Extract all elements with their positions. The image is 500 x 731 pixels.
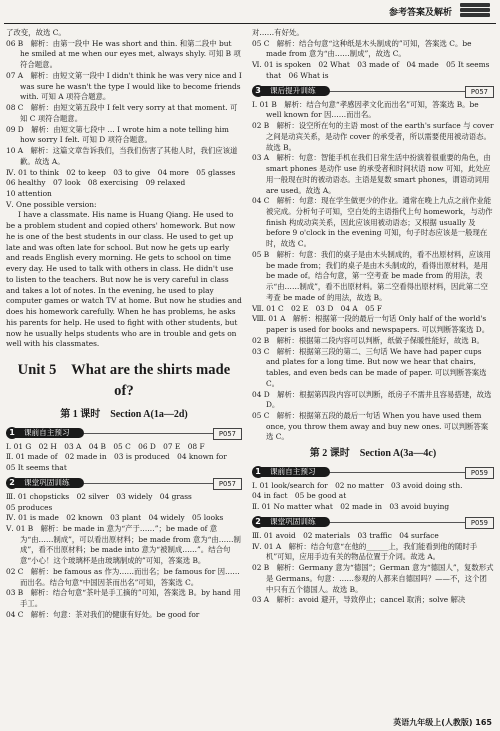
- left-column: [6, 28, 242, 621]
- answer-line: 了改变，故选 C。: [6, 28, 66, 37]
- answer-line: Ⅶ. 01 C 02 E 03 D 04 A 05 F: [252, 303, 383, 313]
- answer-line: 04 D 解析：根据第四段内容可以判断，纸房子不需井且容易搭建，故选 D。: [252, 389, 492, 410]
- answer-line: 10 attention: [6, 189, 52, 199]
- answer-line: 03 C 解析：根据第三段的第二、三句话 We have had paper cups and plates for a long time. But now we hear that chairs, tables, and even beds can be made of paper. 可以判断答案选 C。: [252, 346, 487, 388]
- section-bar-label: 课堂巩固训练: [258, 517, 330, 527]
- answer-line: Ⅴ. One possible version:: [6, 199, 97, 209]
- section-bar-label: 课堂巩固训练: [12, 478, 84, 488]
- page-footer: 英语九年级上(人教版) 165: [393, 718, 492, 728]
- answer-line: Ⅳ. 01 A 解析：结合句意“在他的______上，我们能看到他的随时手机”可知，应用手边有关的物品位置于介词。故选 A。: [252, 541, 478, 562]
- answer-line: Ⅱ. 01 No matter what 02 made in 03 avoid buying: [252, 502, 450, 512]
- answer-line: 07 A 解析：由短文第一段中 I didn't think he was very nice and I was sure he wasn't the type I would like to become friends with. 可知 A 项符合题意。: [6, 70, 242, 102]
- header-rule: [4, 23, 496, 24]
- page-code: P059: [465, 517, 494, 529]
- unit-title: Unit 5 What are the shirts made of?: [17, 362, 231, 400]
- lesson-title: 第 2 课时 Section A(3a—4c): [309, 448, 437, 460]
- answer-line: 02 B 解析：Germany 意为“德国”；German 意为“德国人”，复数形式是 Germans。句意：……参观的人都来自德国吗？——不，这个团中只有五个德国人。故选 B。: [252, 563, 494, 594]
- section-bar-label: 课前自主预习: [258, 467, 330, 477]
- answer-line: Ⅲ. 01 avoid 02 materials 03 traffic 04 surface: [252, 530, 439, 540]
- answer-line: 05 C 解析：结合句意“这种纸是木头制成的”可知，答案选 C。be made from 意为“由……制成”，故选 C。: [252, 38, 472, 59]
- answer-line: 08 C 解析：由短文第五段中 I felt very sorry at that moment. 可知 C 项符合题意。: [6, 103, 238, 123]
- answer-line: Ⅳ. 01 is made 02 known 03 plant 04 widely 05 looks: [6, 513, 224, 523]
- answer-line: Ⅵ. 01 is spoken 02 What 03 made of 04 made 05 It seems that 06 What is: [252, 60, 490, 80]
- section-bar-after-class: [252, 85, 494, 97]
- page-code: P057: [465, 86, 494, 98]
- answer-line: Ⅲ. 01 chopsticks 02 silver 03 widely 04 grass: [6, 491, 192, 501]
- answer-line: Ⅳ. 01 to think 02 to keep 03 to give 04 more 05 glasses: [6, 167, 236, 177]
- page-code: P057: [213, 428, 242, 440]
- answer-line: Ⅰ. 01 look/search for 02 no matter 03 avoid doing sth.: [252, 480, 463, 490]
- answer-line: 02 B 解析：设空所在句的主语 most of the earth's surface 与 cover 之间是动宾关系，是动作 cover 的承受者，所以需要使用被动语态。故选 B。: [252, 121, 494, 152]
- right-column: [252, 28, 494, 606]
- answer-line: 03 A 解析：avoid 避开，导致停止；cancel 取消；solve 解决: [252, 595, 466, 605]
- answer-line: Ⅰ. 01 G 02 H 03 A 04 B 05 C 06 D 07 E 08 F: [6, 441, 205, 451]
- answer-line: 06 healthy 07 look 08 exercising 09 relaxed: [6, 178, 186, 188]
- answer-line: 02 C 解析：be famous as 作为……而出名；be famous for 因……而出名。结合句意“中国因茶而出名”可知，答案选 C。: [6, 566, 240, 587]
- section-number-icon: 2: [252, 516, 264, 528]
- answer-line: 05 C 解析：根据第五段的最后一句话 When you have used them once, you throw them away and buy new ones. 可以判断答案选 C。: [252, 410, 489, 442]
- answer-line: 05 B 解析：句意：我们的桌子是由木头制成的，看不出原材料，应该用 be made from；我们的桌子是由木头制成的，看得出原材料，是用 be made of。结合句意，第一空考查 be made from 的用法，表示“由……制成”，看不出原材料。第二空看得出原材料，因此第二空考查 be made of 的用法，故选 B。: [252, 249, 491, 302]
- page-code: P059: [465, 467, 494, 479]
- answer-line: 05 It seems that: [6, 463, 67, 473]
- essay-paragraph: I have a classmate. His name is Huang Qiang. He used to be a problem student and copied others' homework. But now he is one of the best students in our class. He used to get up late and was often late for school. But now he gets up early and reads English every morning. He gets to school on time every day. He used to talk with others in class. He didn't use to listen to the teachers. But now he is very careful in class and takes a lot of notes. In the evening, he used to play computer games or watch TV at home. But now he studies and does his homework carefully. When he has problems, he asks his parents for help. He used to fight with other students, but now he usually helps students who are in trouble and gets on well with his classmates.: [6, 210, 242, 349]
- section-number-icon: 2: [6, 477, 18, 489]
- answer-line: 10 A 解析：这篇文章告诉我们，当我们伤害了其他人时，我们应该道歉。故选 A。: [6, 146, 238, 166]
- answer-line: Ⅴ. 01 B 解析：be made in 意为“产于……”；be made of 意为“由……制成”，可以看出原材料；be made from 意为“由……制成”，看不出原材料；be made into 意为“被制成……”。结合句意“小心！这个玻璃杯是由玻璃制成的”可知，答案选 B。: [6, 523, 241, 566]
- section-bar-class-practice: [6, 477, 242, 489]
- answer-line: Ⅰ. 01 B 解析：结合句意“孝感因孝文化而出名”可知，答案选 B。be well known for 因……而出名。: [252, 99, 479, 120]
- page-header: [0, 0, 500, 24]
- answer-line: 对……有好处。: [252, 28, 304, 37]
- answer-line: 04 C 解析：句意：茶对我们的健康有好处。be good for: [6, 609, 200, 619]
- book-stack-icon: [460, 3, 490, 21]
- section-bar-class-practice: [252, 516, 494, 528]
- answer-line: 04 C 解析：句意：现在学生做更少的作业。通常在晚上九点之前作业能被完成。分析句子可知，空白处的主语指代上句 homework，与动作 finish 构成动宾关系，因此应该用被动语态；又根据 usually 及 before 9 o'clock in the evening 可知，句子时态应该是一般现在时，故选 C。: [252, 196, 493, 249]
- section-bar-pre-study: [6, 427, 242, 439]
- answer-line: 03 B 解析：结合句意“茶叶是手工摘的”可知，答案选 B。by hand 用手工。: [6, 588, 241, 609]
- page-code: P057: [213, 478, 242, 490]
- answer-line: 02 B 解析：根据第二段内容可以判断，纸做子保暖性能好，故选 B。: [252, 335, 484, 345]
- section-number-icon: 1: [6, 427, 18, 439]
- header-title: 参考答案及解析: [388, 8, 452, 18]
- lesson-title: 第 1 课时 Section A(1a—2d): [60, 409, 188, 421]
- answer-line: Ⅱ. 01 made of 02 made in 03 is produced 04 known for: [6, 452, 227, 462]
- answer-line: 09 D 解析：由短文第七段中 … I wrote him a note telling him how sorry I felt. 可知 D 项符合题意。: [6, 124, 229, 145]
- answer-line: Ⅷ. 01 A 解析：根据第一段的最后一句话 Only half of the world's paper is used for books and newspapers. 可以判断答案选 D。: [252, 314, 490, 335]
- section-bar-pre-study: [252, 466, 494, 478]
- section-bar-label: 课后提升训练: [258, 86, 330, 96]
- section-number-icon: 1: [252, 466, 264, 478]
- answer-line: 04 in fact 05 be good at: [252, 491, 347, 501]
- section-bar-label: 课前自主预习: [12, 428, 84, 438]
- answer-line: 05 produces: [6, 502, 53, 512]
- left-top-answers: [6, 28, 242, 210]
- answer-line: 03 A 解析：句意：智能手机在我们日常生活中扮演着很重要的角色，由 smart phones 是动作 use 的承受者和时间状语 now 可知，此处应用一般现在时的被动语态。主语是复数 smart phones，谓语动词用 are used。故选 A。: [252, 153, 491, 195]
- answer-line: 06 B 解析：由第一段中 He was short and thin. 和第二段中 but he smiled at me when our eyes met, always shyly. 可知 B 项符合题意。: [6, 38, 241, 70]
- section-number-icon: 3: [252, 85, 264, 97]
